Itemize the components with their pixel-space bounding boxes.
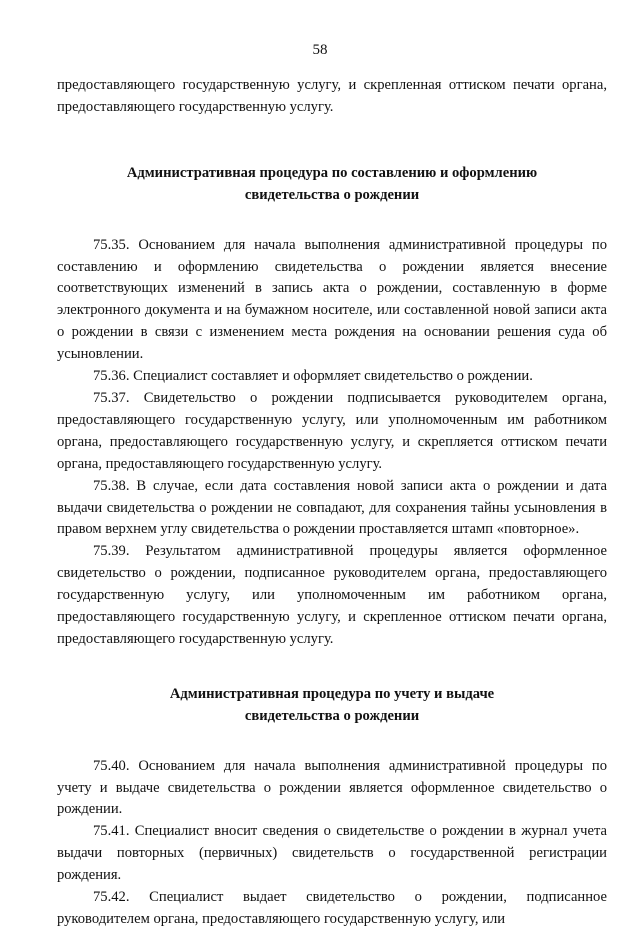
spacer xyxy=(57,119,607,163)
paragraph-75-42: 75.42. Специалист выдает свидетельство о рождении, подписанное руководителем органа, предоставляющего государственную услугу, или xyxy=(57,889,607,927)
section-2-heading-line-1: Административная процедура по учету и выдаче xyxy=(169,685,495,702)
section-2-heading-line-2: свидетельства о рождении xyxy=(244,707,420,724)
spacer xyxy=(57,728,607,756)
paragraph-75-40: 75.40. Основанием для начала выполнения административной процедуры по учету и выдаче свидетельства о рождении является оформленное свидетельство о рождении. xyxy=(57,757,607,818)
section-1-heading-line-1: Административная процедура по составлению и оформлению xyxy=(126,164,538,181)
spacer xyxy=(57,651,607,684)
section-1-heading-line-2: свидетельства о рождении xyxy=(244,186,420,203)
section-1-heading xyxy=(57,163,607,207)
paragraph-75-39: 75.39. Результатом административной процедуры является оформленное свидетельство о рождении, подписанное руководителем органа, предоставляющего государственную услугу, или уполномоченным им работником органа, предоставляющего государственную услугу, и скрепленное оттиском печати органа, предоставляющего государственную услугу. xyxy=(57,543,607,647)
spacer xyxy=(57,207,607,235)
page-content xyxy=(57,75,607,931)
page-number: 58 xyxy=(312,42,328,58)
paragraph-75-37: 75.37. Свидетельство о рождении подписывается руководителем органа, предоставляющего государственную услугу, или уполномоченным им работником органа, предоставляющего государственную услугу, и скрепляется оттиском печати органа, предоставляющего государственную услугу. xyxy=(57,389,607,472)
paragraph-75-35: 75.35. Основанием для начала выполнения административной процедуры по составлению и оформлению свидетельства о рождении является внесение соответствующих изменений в запись акта о рождении, составленную в форме электронного документа и на бумажном носителе, или составленной новой записи акта о рождении в связи с изменением места рождения на основании решения суда об усыновлении. xyxy=(57,236,607,363)
paragraph-75-38: 75.38. В случае, если дата составления новой записи акта о рождении и дата выдачи свидетельства о рождении не совпадают, для сохранения тайны усыновления в правом верхнем углу свидетельства о рождении проставляется штамп «повторное». xyxy=(57,477,607,538)
paragraph-75-41: 75.41. Специалист вносит сведения о свидетельстве о рождении в журнал учета выдачи повторных (первичных) свидетельств о государственной регистрации рождения. xyxy=(57,823,607,884)
paragraph-75-36: 75.36. Специалист составляет и оформляет свидетельство о рождении. xyxy=(93,368,533,385)
section-1-body xyxy=(57,235,607,651)
intro-paragraph: предоставляющего государственную услугу, и скрепленная оттиском печати органа, предоставляющего государственную услугу. xyxy=(57,77,607,115)
section-2-heading xyxy=(57,684,607,728)
